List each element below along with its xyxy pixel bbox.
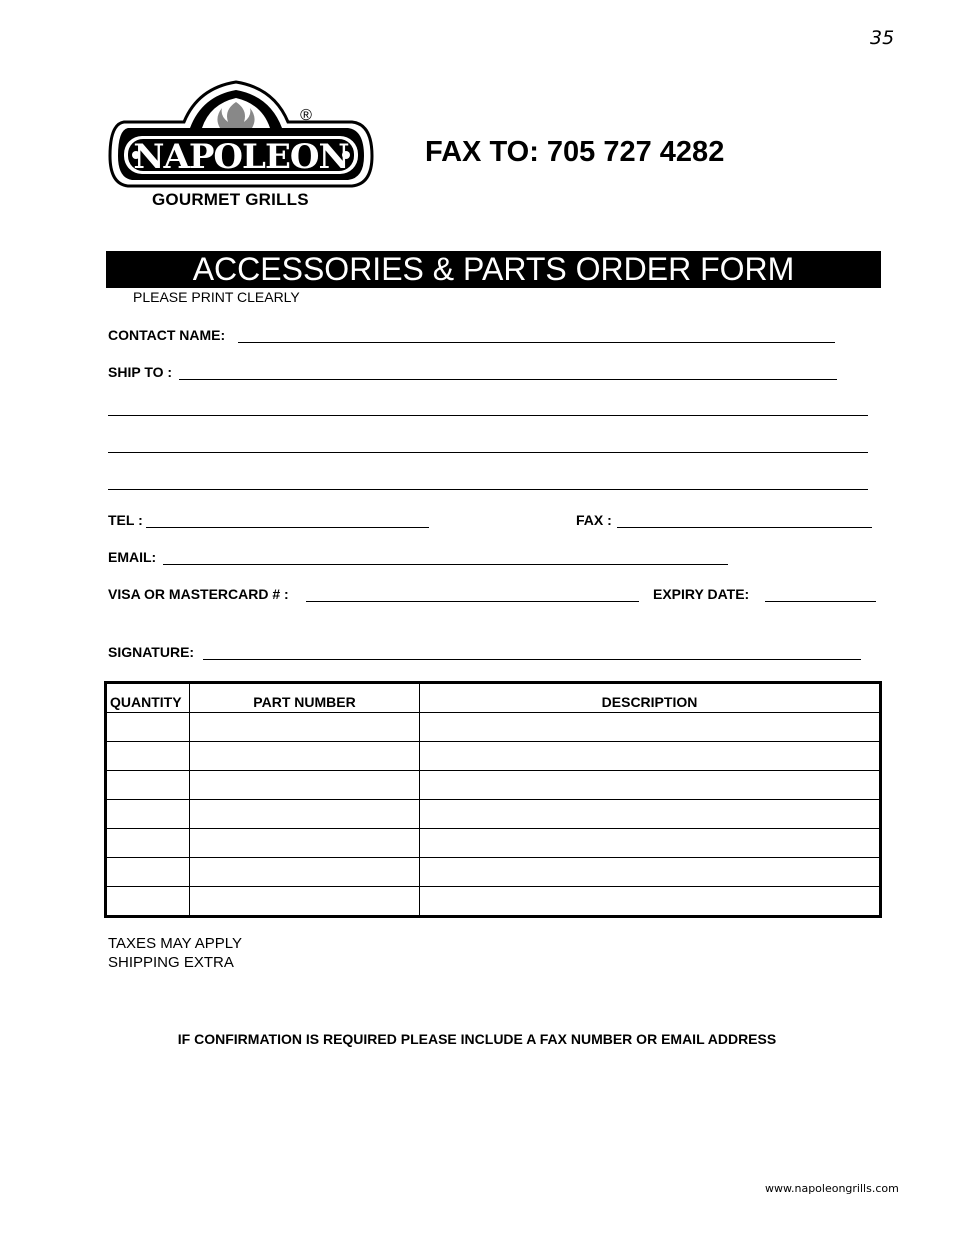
description-cell[interactable] <box>420 771 881 800</box>
part-number-cell[interactable] <box>190 800 420 829</box>
website-link[interactable]: www.napoleongrills.com <box>765 1182 899 1195</box>
table-row <box>106 771 881 800</box>
logo-subtitle: GOURMET GRILLS <box>152 190 309 209</box>
notes <box>108 934 242 972</box>
part-number-cell[interactable] <box>190 742 420 771</box>
quantity-cell[interactable] <box>106 771 190 800</box>
description-cell[interactable] <box>420 858 881 887</box>
table-row <box>106 742 881 771</box>
expiry-date-label: EXPIRY DATE: <box>653 586 750 602</box>
expiry-date-field[interactable] <box>765 601 876 602</box>
part-number-cell[interactable] <box>190 887 420 917</box>
signature-label: SIGNATURE: <box>108 644 195 660</box>
confirmation-note: IF CONFIRMATION IS REQUIRED PLEASE INCLUDE A FAX NUMBER OR EMAIL ADDRESS <box>177 1031 777 1047</box>
part-number-cell[interactable] <box>190 713 420 742</box>
email-field[interactable] <box>163 564 728 565</box>
quantity-cell[interactable] <box>106 829 190 858</box>
address-line-2[interactable] <box>108 452 868 453</box>
address-line-1[interactable] <box>108 415 868 416</box>
quantity-cell[interactable] <box>106 742 190 771</box>
quantity-cell[interactable] <box>106 713 190 742</box>
contact-name-field[interactable] <box>238 342 835 343</box>
registered-mark: ® <box>300 107 312 124</box>
address-line-3[interactable] <box>108 489 868 490</box>
tel-label: TEL : <box>108 512 143 528</box>
print-clearly-note: PLEASE PRINT CLEARLY <box>133 289 300 305</box>
part-number-cell[interactable] <box>190 858 420 887</box>
quantity-cell[interactable] <box>106 887 190 917</box>
signature-field[interactable] <box>203 659 861 660</box>
contact-name-label: CONTACT NAME: <box>108 327 226 343</box>
logo-brand-text: NAPOLEON <box>133 137 349 177</box>
ship-to-label: SHIP TO : <box>108 364 173 380</box>
tel-field[interactable] <box>146 527 429 528</box>
napoleon-logo <box>106 78 376 213</box>
taxes-note: TAXES MAY APPLY <box>108 935 242 952</box>
ship-to-field[interactable] <box>179 379 837 380</box>
description-cell[interactable] <box>420 887 881 917</box>
napoleon-badge-icon <box>106 78 376 190</box>
fax-label: FAX : <box>576 512 612 528</box>
fax-heading: FAX TO: 705 727 4282 <box>425 136 725 168</box>
email-label: EMAIL: <box>108 549 157 565</box>
table-row <box>106 800 881 829</box>
quantity-header: QUANTITY <box>106 683 190 713</box>
description-header: DESCRIPTION <box>420 683 881 713</box>
quantity-cell[interactable] <box>106 858 190 887</box>
table-header-row <box>106 683 881 713</box>
table-row <box>106 713 881 742</box>
parts-table <box>104 681 882 918</box>
table-row <box>106 887 881 917</box>
part-number-cell[interactable] <box>190 829 420 858</box>
description-cell[interactable] <box>420 829 881 858</box>
table-row <box>106 829 881 858</box>
shipping-note: SHIPPING EXTRA <box>108 954 234 971</box>
part-number-header: PART NUMBER <box>190 683 420 713</box>
table-row <box>106 858 881 887</box>
fax-field[interactable] <box>617 527 872 528</box>
page-number: 35 <box>870 27 895 49</box>
description-cell[interactable] <box>420 742 881 771</box>
description-cell[interactable] <box>420 713 881 742</box>
quantity-cell[interactable] <box>106 800 190 829</box>
card-number-field[interactable] <box>306 601 639 602</box>
description-cell[interactable] <box>420 800 881 829</box>
card-number-label: VISA OR MASTERCARD # : <box>108 586 289 602</box>
part-number-cell[interactable] <box>190 771 420 800</box>
form-title: ACCESSORIES & PARTS ORDER FORM <box>106 251 881 288</box>
